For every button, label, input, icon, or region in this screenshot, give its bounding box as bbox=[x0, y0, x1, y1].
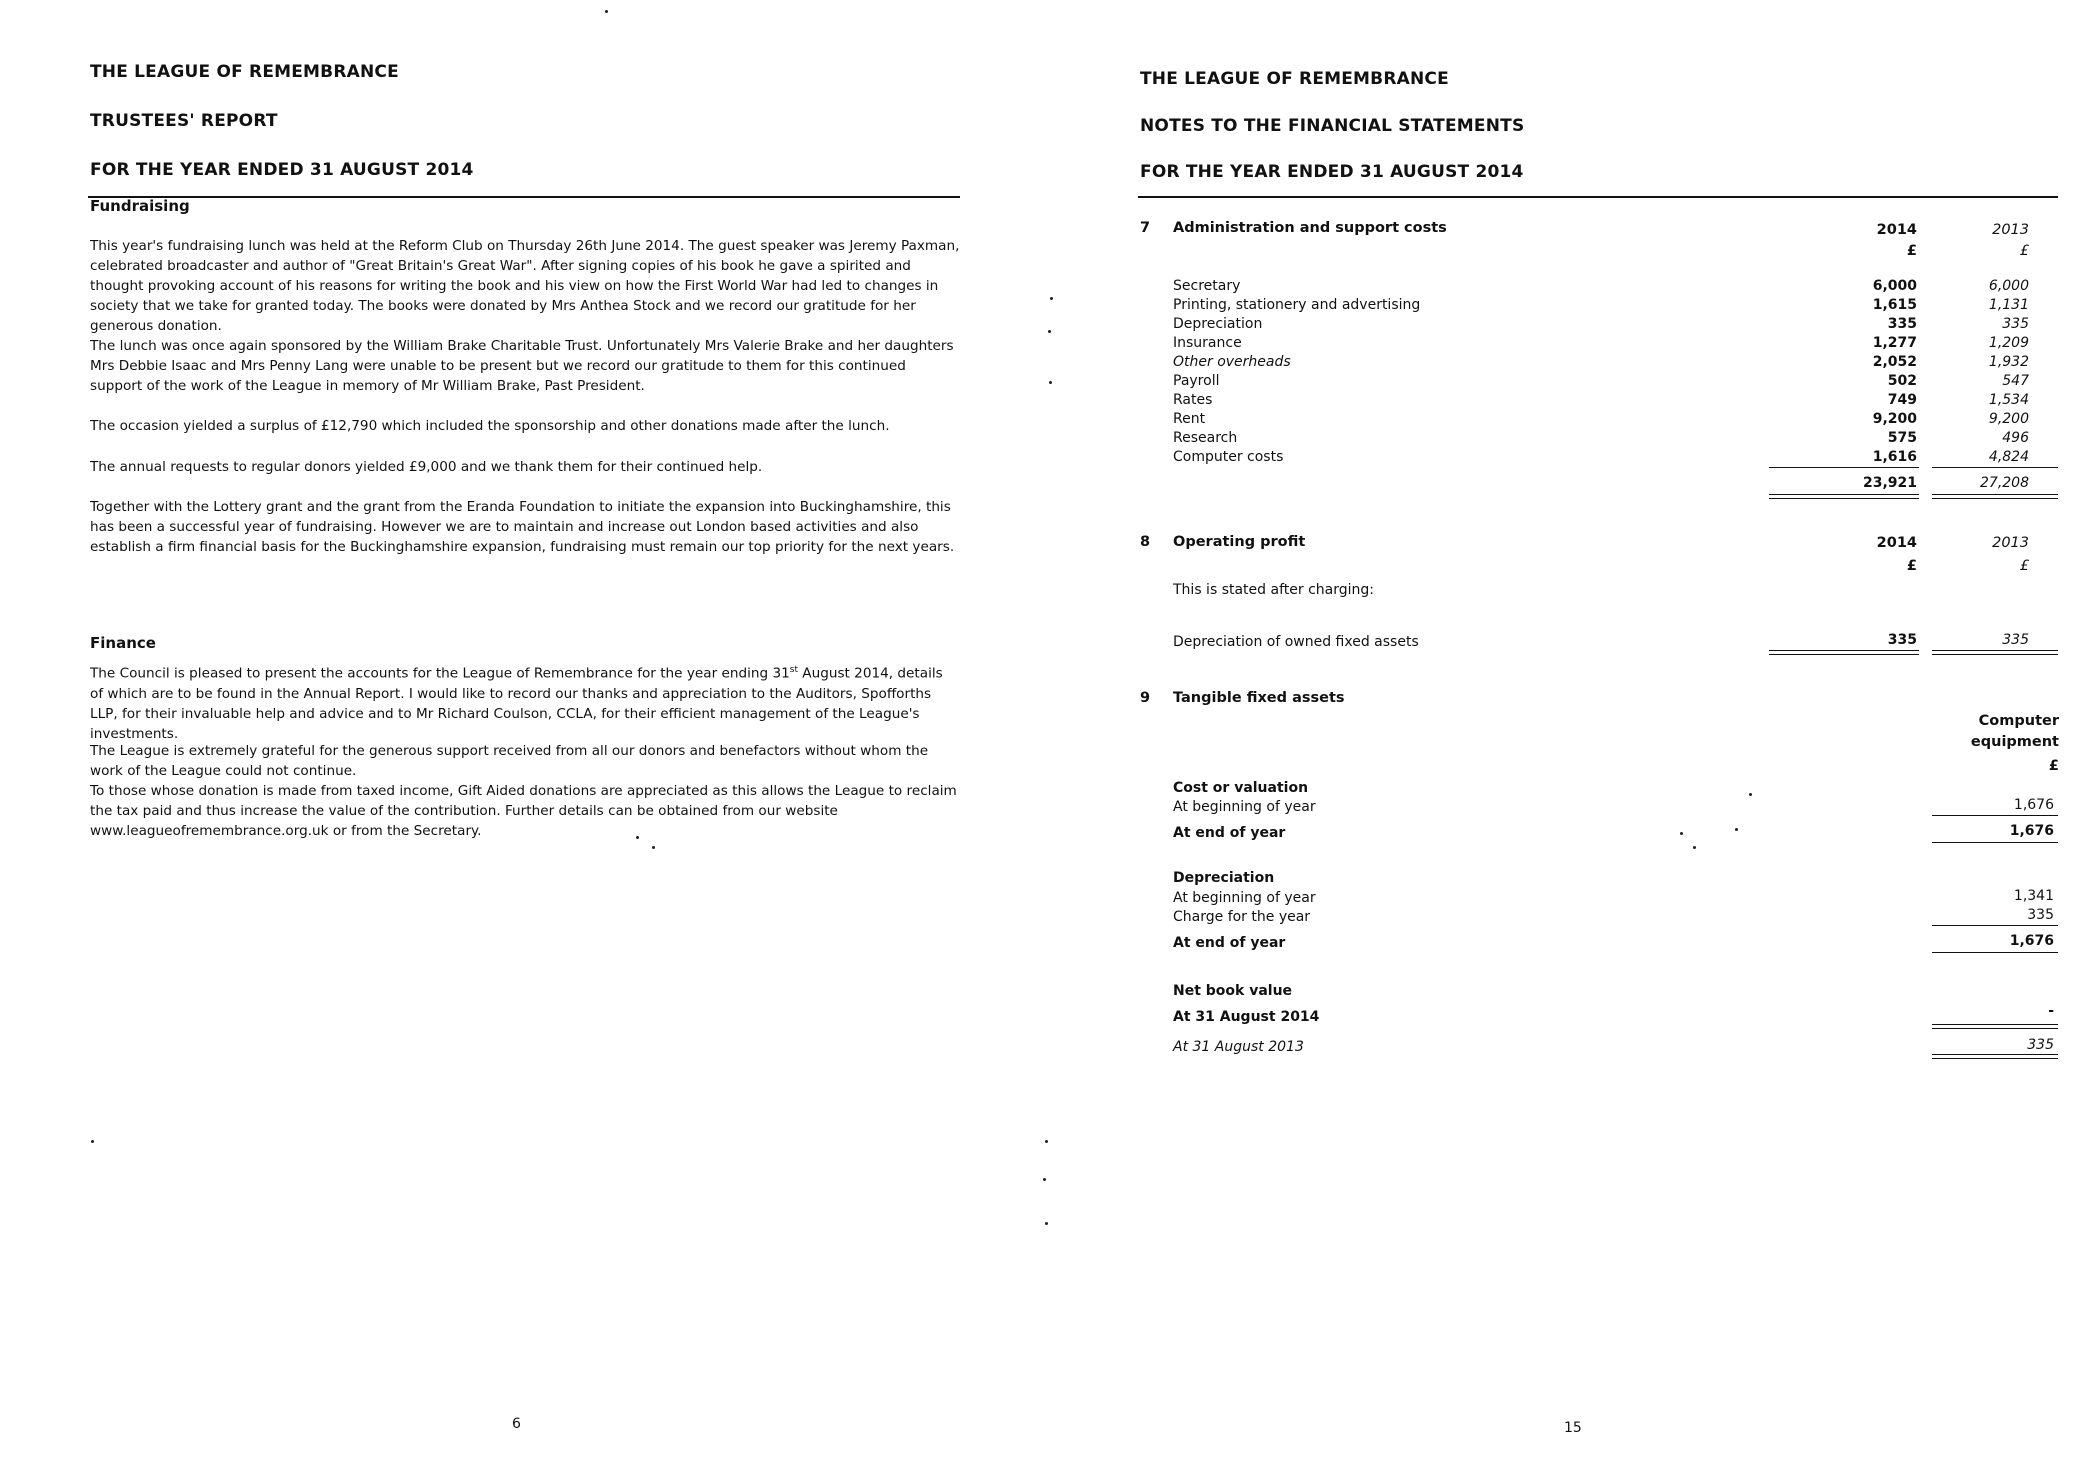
report-title: TRUSTEES' REPORT bbox=[90, 111, 278, 131]
note-7-total-2014: 23,921 bbox=[1862, 475, 1917, 491]
report-period: FOR THE YEAR ENDED 31 AUGUST 2014 bbox=[90, 160, 474, 180]
row-value-2013: 6,000 bbox=[1988, 278, 2029, 294]
fundraising-paragraph-5: Together with the Lottery grant and the grant from the Eranda Foundation to initiate the expansion into Buckinghamshire, this has been a successful year of fundraising. However we are to maintain and increase out London based activities and also establish a firm financial basis for the Buckinghamshire expansion, fundraising must remain our top priority for the next years. bbox=[90, 499, 955, 555]
row-value-2013: 9,200 bbox=[1988, 411, 2029, 427]
note-9-currency: £ bbox=[2048, 758, 2059, 774]
header-rule bbox=[1138, 196, 2058, 198]
note-9-col-head-1: Computer bbox=[1978, 713, 2059, 729]
fundraising-paragraph-4: The annual requests to regular donors yielded £9,000 and we thank them for their continued help. bbox=[90, 459, 763, 475]
dep-charge-value: 335 bbox=[2027, 907, 2054, 923]
note-8-title: Operating profit bbox=[1173, 534, 1306, 550]
finance-paragraph-2: The League is extremely grateful for the generous support received from all our donors and benefactors without whom the work of the League could not continue. bbox=[90, 743, 929, 779]
note-8-number: 8 bbox=[1140, 534, 1151, 550]
row-label: Depreciation bbox=[1173, 316, 1263, 332]
finance-text-start: The Council is pleased to present the accounts for the League of Remembrance for the year ending 31 bbox=[90, 665, 790, 682]
row-value-2013: 1,932 bbox=[1988, 354, 2029, 370]
dep-begin-label: At beginning of year bbox=[1173, 890, 1316, 906]
scan-speck bbox=[1735, 828, 1738, 831]
nbv-2014-label: At 31 August 2014 bbox=[1173, 1009, 1320, 1025]
scan-speck bbox=[605, 10, 608, 13]
fundraising-paragraph-1: This year's fundraising lunch was held at the Reform Club on Thursday 26th June 2014. The guest speaker was Jeremy Paxman, celebrated broadcaster and author of "Great Britain's Great War". After signing copies of his book he gave a spirited and thought provoking account of his reasons for writing the book and his view on how the First World War had led to changes in society that we take for granted today. The books were donated by Mrs Anthea Stock and we record our gratitude for her generous donation. bbox=[90, 238, 960, 334]
cost-rule bbox=[1932, 815, 2058, 816]
dep-rule bbox=[1932, 925, 2058, 926]
org-name: THE LEAGUE OF REMEMBRANCE bbox=[90, 62, 399, 82]
scan-speck bbox=[1749, 793, 1752, 796]
finance-paragraph-3: To those whose donation is made from taxed income, Gift Aided donations are appreciated as this allows the League to reclaim the tax paid and thus increase the value of the contribution. Further details can be obtained from our website www.leagueofremembrance.org.uk or from the Secretary. bbox=[90, 783, 957, 839]
row-label: Secretary bbox=[1173, 278, 1241, 294]
row-value-2014: 9,200 bbox=[1872, 411, 1917, 427]
note-7-number: 7 bbox=[1140, 220, 1151, 236]
row-value-2014: 1,615 bbox=[1872, 297, 1917, 313]
note-7-currency-2013: £ bbox=[2019, 243, 2029, 259]
scan-speck bbox=[1693, 846, 1696, 849]
scan-speck bbox=[636, 836, 639, 839]
row-value-2013: 547 bbox=[2002, 373, 2029, 389]
row-value-2014: 2,052 bbox=[1872, 354, 1917, 370]
note-9-title: Tangible fixed assets bbox=[1173, 690, 1345, 706]
row-value-2014: 749 bbox=[1887, 392, 1917, 408]
finance-text-end: August 2014, details of which are to be found in the Annual Report. I would like to record our thanks and appreciation to the Auditors, Spofforths LLP, for their invaluable help and advice and to Mr Richard Coulson, CCLA, for their efficient management of the League's investments. bbox=[90, 665, 943, 742]
note-8-double-rule-2014 bbox=[1769, 650, 1919, 655]
note-9-number: 9 bbox=[1140, 690, 1151, 706]
note-7-col-2014: 2014 bbox=[1876, 222, 1917, 238]
row-label: Insurance bbox=[1173, 335, 1242, 351]
row-label: Rates bbox=[1173, 392, 1213, 408]
fundraising-paragraph-3: The occasion yielded a surplus of £12,790 which included the sponsorship and other donations made after the lunch. bbox=[90, 418, 890, 434]
note-8-double-rule-2013 bbox=[1932, 650, 2058, 655]
row-label: Printing, stationery and advertising bbox=[1173, 297, 1421, 313]
note-8-row-label: Depreciation of owned fixed assets bbox=[1173, 634, 1419, 650]
note-8-subtitle: This is stated after charging: bbox=[1173, 582, 1374, 598]
note-8-currency-2014: £ bbox=[1906, 558, 1917, 574]
cost-end-label: At end of year bbox=[1173, 825, 1286, 841]
note-7-title: Administration and support costs bbox=[1173, 220, 1447, 236]
nbv-2014-double-rule bbox=[1932, 1024, 2058, 1029]
nbv-2013-double-rule bbox=[1932, 1054, 2058, 1059]
dep-end-value: 1,676 bbox=[2009, 933, 2054, 949]
cost-begin-label: At beginning of year bbox=[1173, 799, 1316, 815]
row-value-2013: 496 bbox=[2002, 430, 2029, 446]
cost-title: Cost or valuation bbox=[1173, 780, 1309, 796]
subtotal-rule-2013 bbox=[1932, 467, 2058, 468]
note-8-value-2014: 335 bbox=[1887, 632, 1917, 648]
row-value-2014: 575 bbox=[1887, 430, 1917, 446]
scan-speck bbox=[1680, 832, 1683, 835]
note-9-col-head-2: equipment bbox=[1970, 734, 2059, 750]
row-value-2013: 1,131 bbox=[1988, 297, 2029, 313]
row-value-2013: 335 bbox=[2002, 316, 2029, 332]
row-value-2014: 335 bbox=[1887, 316, 1917, 332]
row-value-2013: 4,824 bbox=[1988, 449, 2029, 465]
total-double-rule-2013 bbox=[1932, 494, 2058, 499]
page-number-left: 6 bbox=[512, 1416, 521, 1432]
row-value-2014: 502 bbox=[1887, 373, 1917, 389]
row-label: Computer costs bbox=[1173, 449, 1284, 465]
scan-speck bbox=[91, 1140, 94, 1143]
row-label: Research bbox=[1173, 430, 1238, 446]
dep-begin-value: 1,341 bbox=[2013, 888, 2054, 904]
row-value-2013: 1,209 bbox=[1988, 335, 2029, 351]
dep-title: Depreciation bbox=[1173, 870, 1275, 886]
row-value-2014: 6,000 bbox=[1872, 278, 1917, 294]
header-rule bbox=[88, 196, 960, 198]
finance-title: Finance bbox=[90, 634, 156, 652]
note-7-currency-2014: £ bbox=[1906, 243, 1917, 259]
total-double-rule-2014 bbox=[1769, 494, 1919, 499]
cost-begin-value: 1,676 bbox=[2013, 797, 2054, 813]
fundraising-title: Fundraising bbox=[90, 197, 190, 215]
note-8-currency-2013: £ bbox=[2019, 558, 2029, 574]
dep-end-label: At end of year bbox=[1173, 935, 1286, 951]
note-7-total-2013: 27,208 bbox=[1980, 475, 2029, 491]
nbv-2013-label: At 31 August 2013 bbox=[1173, 1039, 1304, 1055]
row-value-2013: 1,534 bbox=[1988, 392, 2029, 408]
nbv-2013-value: 335 bbox=[2027, 1037, 2054, 1053]
notes-to-financial-statements-page bbox=[1037, 0, 2074, 1474]
notes-title: NOTES TO THE FINANCIAL STATEMENTS bbox=[1140, 116, 1525, 136]
dep-end-rule bbox=[1932, 952, 2058, 953]
cost-end-value: 1,676 bbox=[2009, 823, 2054, 839]
nbv-2014-value: - bbox=[2048, 1003, 2054, 1019]
finance-paragraph-1 bbox=[90, 660, 960, 744]
dep-charge-label: Charge for the year bbox=[1173, 909, 1311, 925]
fundraising-paragraph-2: The lunch was once again sponsored by the William Brake Charitable Trust. Unfortunately Mrs Valerie Brake and her daughters Mrs Debbie Isaac and Mrs Penny Lang were unable to be present but we record our gratitude to them for this continued support of the work of the League in memory of Mr William Brake, Past President. bbox=[90, 338, 954, 394]
date-ordinal: st bbox=[789, 665, 798, 675]
note-8-col-2013: 2013 bbox=[1992, 535, 2029, 551]
note-7-col-2013: 2013 bbox=[1992, 222, 2029, 238]
org-name: THE LEAGUE OF REMEMBRANCE bbox=[1140, 69, 1449, 89]
page-number-right: 15 bbox=[1564, 1420, 1582, 1436]
row-label: Rent bbox=[1173, 411, 1206, 427]
row-label: Other overheads bbox=[1173, 354, 1291, 370]
row-value-2014: 1,616 bbox=[1872, 449, 1917, 465]
row-value-2014: 1,277 bbox=[1872, 335, 1917, 351]
note-8-value-2013: 335 bbox=[2002, 632, 2029, 648]
note-8-col-2014: 2014 bbox=[1876, 535, 1917, 551]
nbv-title: Net book value bbox=[1173, 983, 1293, 999]
subtotal-rule-2014 bbox=[1769, 467, 1919, 468]
cost-end-rule bbox=[1932, 842, 2058, 843]
scan-speck bbox=[652, 846, 655, 849]
notes-period: FOR THE YEAR ENDED 31 AUGUST 2014 bbox=[1140, 162, 1524, 182]
row-label: Payroll bbox=[1173, 373, 1220, 389]
